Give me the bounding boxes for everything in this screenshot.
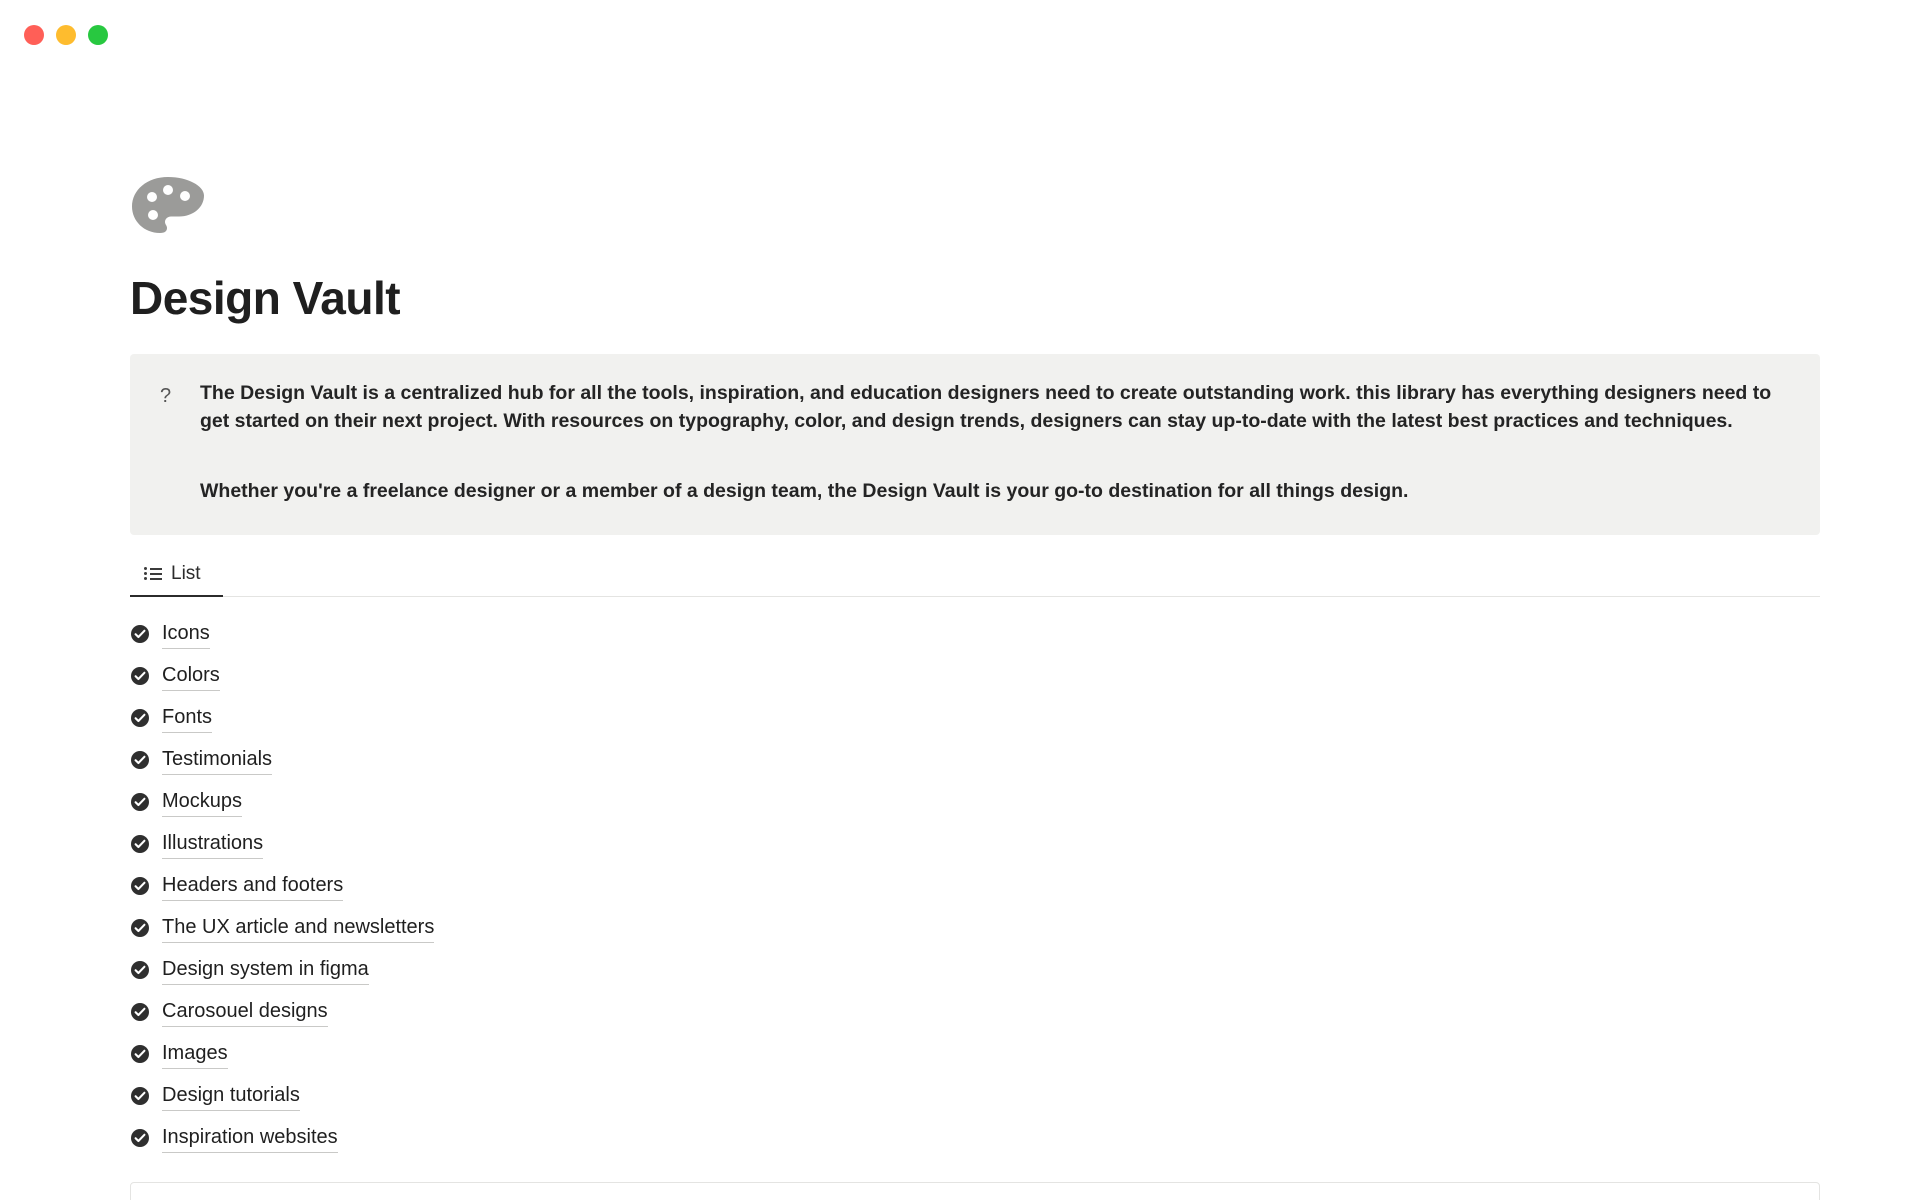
list-item[interactable] xyxy=(130,739,1820,781)
list-item[interactable] xyxy=(130,655,1820,697)
callout-paragraph-1: The Design Vault is a centralized hub for all the tools, inspiration, and education designers need to create outstanding work. this library has everything designers need to get started on their next project. With resources on typography, color, and design trends, designers can stay up-to-date with the latest best practices and techniques. xyxy=(200,382,1772,433)
list-item-label: Headers and footers xyxy=(162,872,343,901)
list-item-label: Images xyxy=(162,1040,228,1069)
check-circle-icon xyxy=(130,1128,150,1148)
list-item-label: Inspiration websites xyxy=(162,1124,338,1153)
database-list xyxy=(130,613,1820,1159)
list-item[interactable] xyxy=(130,991,1820,1033)
list-item[interactable] xyxy=(130,1033,1820,1075)
callout-block xyxy=(130,354,1820,535)
check-circle-icon xyxy=(130,624,150,644)
list-item[interactable] xyxy=(130,949,1820,991)
list-item-label: Testimonials xyxy=(162,746,272,775)
list-item-label: Design tutorials xyxy=(162,1082,300,1111)
callout-body xyxy=(200,380,1790,505)
list-item-label: Icons xyxy=(162,620,210,649)
check-circle-icon xyxy=(130,834,150,854)
list-item[interactable] xyxy=(130,865,1820,907)
tab-list-label: List xyxy=(171,563,201,585)
check-circle-icon xyxy=(130,1044,150,1064)
list-item-label: Mockups xyxy=(162,788,242,817)
callout-paragraph-2: Whether you're a freelance designer or a member of a design team, the Design Vault is your go-to destination for all things design. xyxy=(200,479,1409,502)
next-block-placeholder[interactable] xyxy=(130,1182,1820,1200)
check-circle-icon xyxy=(130,750,150,770)
check-circle-icon xyxy=(130,1086,150,1106)
tab-list[interactable] xyxy=(130,552,223,596)
check-circle-icon xyxy=(130,666,150,686)
list-item-label: Carosouel designs xyxy=(162,998,328,1027)
list-item[interactable] xyxy=(130,1117,1820,1159)
list-item-label: Fonts xyxy=(162,704,212,733)
list-item[interactable] xyxy=(130,1075,1820,1117)
list-item[interactable] xyxy=(130,781,1820,823)
list-item-label: Colors xyxy=(162,662,220,691)
list-item[interactable] xyxy=(130,823,1820,865)
list-view-icon xyxy=(144,567,162,581)
check-circle-icon xyxy=(130,918,150,938)
check-circle-icon xyxy=(130,1002,150,1022)
list-item[interactable] xyxy=(130,697,1820,739)
view-tabs xyxy=(130,553,1820,597)
list-item[interactable] xyxy=(130,907,1820,949)
list-item-label: Illustrations xyxy=(162,830,263,859)
list-item[interactable] xyxy=(130,613,1820,655)
check-circle-icon xyxy=(130,960,150,980)
check-circle-icon xyxy=(130,876,150,896)
check-circle-icon xyxy=(130,792,150,812)
check-circle-icon xyxy=(130,708,150,728)
palette-icon[interactable] xyxy=(130,175,210,241)
list-item-label: The UX article and newsletters xyxy=(162,914,434,943)
list-item-label: Design system in figma xyxy=(162,956,369,985)
question-mark-icon: ? xyxy=(160,385,172,408)
page-title: Design Vault xyxy=(130,272,401,324)
